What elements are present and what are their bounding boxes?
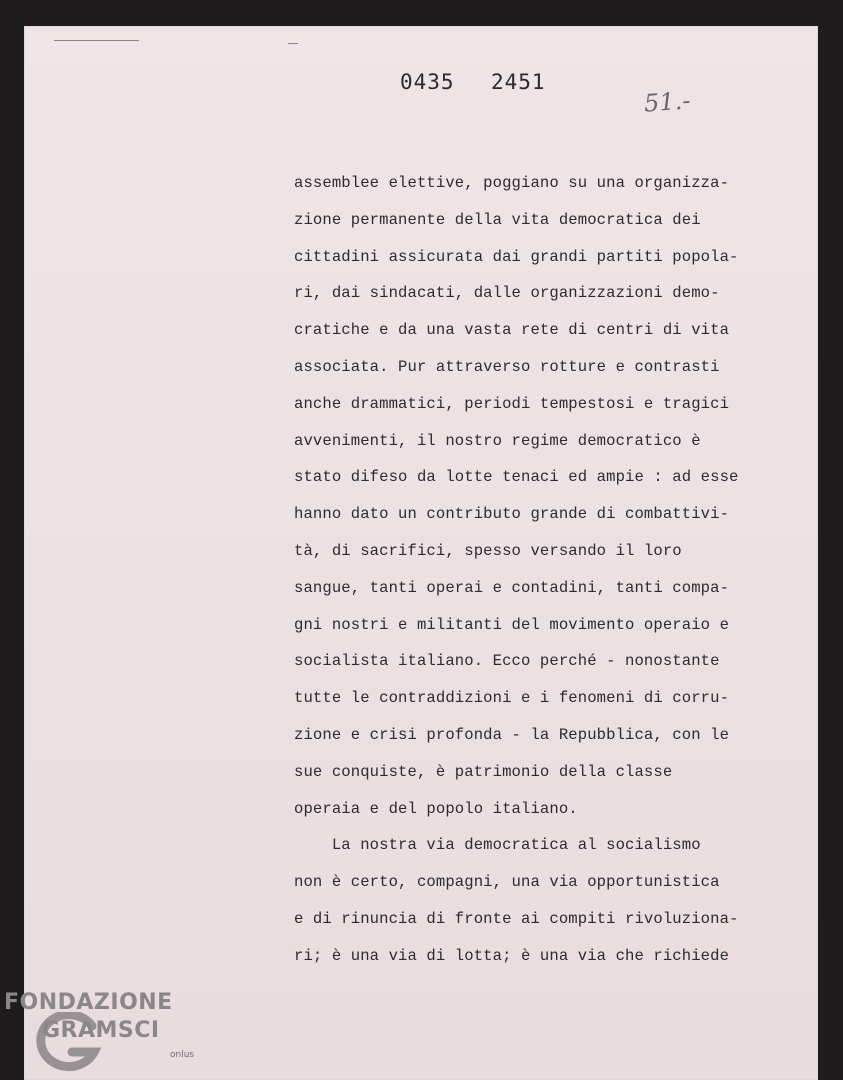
- text-line: stato difeso da lotte tenaci ed ampie : ad esse: [294, 468, 739, 487]
- text-line: ri, dai sindacati, dalle organizzazioni demo-: [294, 284, 720, 303]
- document-page: [24, 26, 818, 1080]
- text-line: gni nostri e militanti del movimento operaio e: [294, 615, 730, 634]
- watermark-line2: GRAMSCI: [42, 1018, 160, 1043]
- text-line: assemblee elettive, poggiano su una organizza-: [294, 174, 730, 192]
- text-line: socialista italiano. Ecco perché - nonostante: [294, 652, 720, 671]
- watermark-suffix: onlus: [170, 1050, 195, 1060]
- text-line: sue conquiste, è patrimonio della classe: [294, 762, 673, 781]
- text-line: zione permanente della vita democratica dei: [294, 210, 701, 229]
- text-line: tà, di sacrifici, spesso versando il loro: [294, 542, 682, 560]
- fondazione-gramsci-watermark: [4, 990, 214, 1080]
- text-line: e di rinuncia di fronte ai compiti rivoluziona-: [294, 910, 739, 928]
- watermark-line1: FONDAZIONE: [4, 990, 173, 1015]
- text-line: anche drammatici, periodi tempestosi e tragici: [294, 394, 730, 413]
- text-line: sangue, tanti operai e contadini, tanti compa-: [294, 578, 730, 597]
- text-line: ri; è una via di lotta; è una via che richiede: [294, 946, 730, 965]
- top-rule-mark: [288, 43, 298, 44]
- text-line: hanno dato un contributo grande di combattivi-: [294, 505, 730, 524]
- text-line: associata. Pur attraverso rotture e contrasti: [294, 358, 720, 376]
- text-line: avvenimenti, il nostro regime democratico è: [294, 431, 701, 450]
- top-rule: [54, 40, 139, 41]
- text-line: tutte le contraddizioni e i fenomeni di corru-: [294, 689, 730, 708]
- text-line: zione e crisi profonda - la Repubblica, con le: [294, 726, 730, 744]
- handwritten-page-number: 51.-: [643, 86, 692, 118]
- text-line: non è certo, compagni, una via opportunistica: [294, 873, 720, 892]
- text-line: operaia e del popolo italiano.: [294, 799, 578, 818]
- text-line: cittadini assicurata dai grandi partiti popola-: [294, 247, 739, 266]
- text-line: cratiche e da una vasta rete di centri di vita: [294, 321, 730, 340]
- text-line: La nostra via democratica al socialismo: [294, 836, 701, 855]
- document-number-right: 2451: [491, 70, 546, 94]
- document-number-left: 0435: [400, 70, 455, 94]
